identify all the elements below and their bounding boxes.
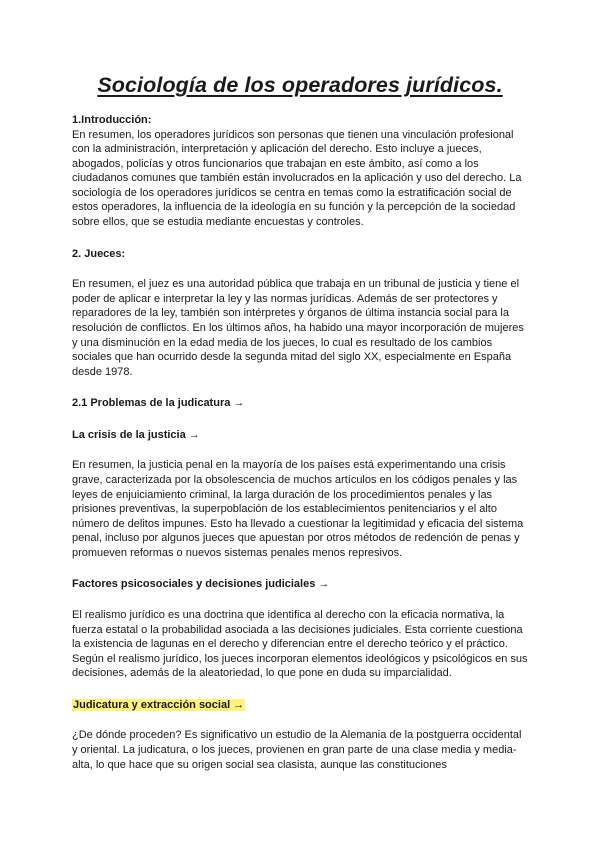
section-heading-crisis-justicia: La crisis de la justicia → — [72, 428, 200, 441]
paragraph-jueces: En resumen, el juez es una autoridad pública que trabaja en un tribunal de justicia y tiene el poder de aplicar e interpretar la ley y las normas jurídicas. Además de ser protectores y reparadores de la ley, también son intérpretes y órganos de última instancia social para la resolución de conflictos. En los últimos años, ha habido una mayor incorporación de mujeres y una disminución en la edad media de los jueces, lo cual es resultado de los cambios sociales que han ocurrido desde la segunda mitad del siglo XX, especialmente en España desde 1978. — [72, 278, 524, 378]
spacer — [72, 442, 528, 458]
spacer — [72, 230, 528, 247]
section-heading-factores-psicosociales: Factores psicosociales y decisiones judiciales → — [72, 578, 330, 591]
spacer — [72, 100, 528, 113]
section-heading-introduccion: 1.Introducción: — [72, 114, 152, 126]
spacer — [72, 592, 528, 608]
paragraph-crisis-justicia: En resumen, la justicia penal en la mayoría de los países está experimentando una crisis grave, caracterizada por la obsolescencia de muchos artículos en los códigos penales y las leyes de enjuiciamiento criminal, la larga duración de los procedimientos penales y las prisiones preventivas, la superpoblación de los establecimientos penitenciarios y el alto número de delitos impunes. Esto ha llevado a cuestionar la legitimidad y eficacia del sistema penal, incluso por algunos jueces que apuestan por otros métodos de redención de penas y promueven reformas o nuevos sistemas penales menos represivos. — [72, 459, 524, 559]
document-title: Sociología de los operadores jurídicos. — [97, 73, 503, 97]
highlighted-heading-text: Judicatura y extracción social → — [73, 698, 245, 711]
paragraph-judicatura-extraccion-social: ¿De dónde proceden? Es significativo un estudio de la Alemania de la postguerra occidental y oriental. La judicatura, o los jueces, provienen en gran parte de una clase media y media-alta, lo que hace que su origen social sea clasista, aunque las constituciones — [72, 729, 522, 771]
paragraph-introduccion: En resumen, los operadores jurídicos son personas que tienen una vinculación profesional con la administración, interpretación y aplicación del derecho. Esto incluye a jueces, abogados, policías y otros funcionarios que trabajan en este ámbito, así como a los ciudadanos comunes que también están involucrados en la aplicación y uso del derecho. La sociología de los operadores jurídicos se centra en temas como la estratificación social de estos operadores, la influencia de la ideología en su función y la percepción de la sociedad sobre ellos, que se estudia mediante encuestas y controles. — [72, 128, 522, 229]
spacer — [72, 379, 528, 396]
section-heading-jueces: 2. Jueces: — [72, 247, 126, 260]
spacer — [72, 411, 528, 428]
section-heading-problemas-judicatura: 2.1 Problemas de la judicatura → — [72, 397, 245, 410]
spacer — [72, 712, 528, 728]
spacer — [72, 681, 528, 698]
paragraph-factores-psicosociales: El realismo jurídico es una doctrina que identifica al derecho con la eficacia normativa, la fuerza estatal o la probabilidad asociada a las decisiones judiciales. Esta corriente cuestiona la existencia de lagunas en el derecho y diferencian entre el derecho teórico y el práctico. Según el realismo jurídico, los jueces incorporan elementos ideológicos y psicológicos en sus decisiones, además de la aleatoriedad, lo que pone en duda su imparcialidad. — [72, 608, 528, 680]
spacer — [72, 261, 528, 277]
spacer — [72, 560, 528, 577]
section-heading-judicatura-extraccion-social — [72, 698, 528, 713]
